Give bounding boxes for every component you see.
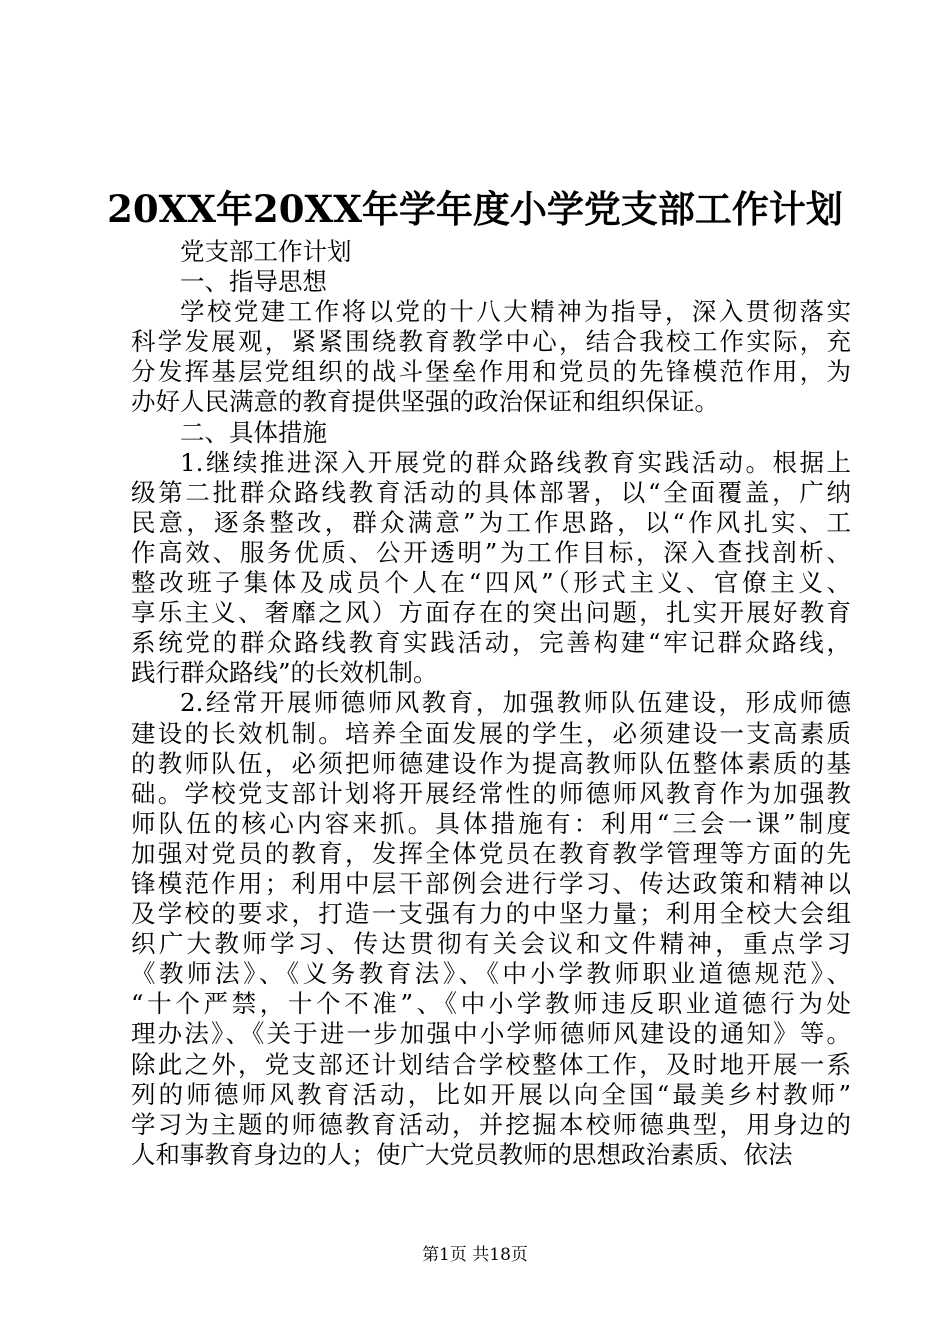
paragraph-line: 享乐主义、奢靡之风）方面存在的突出问题，扎实开展好教育 xyxy=(131,598,851,628)
paragraph-line: 理办法》、《关于进一步加强中小学师德师风建设的通知》等。 xyxy=(131,1019,851,1049)
paragraph-line: 2.经常开展师德师风教育，加强教师队伍建设，形成师德 xyxy=(180,688,851,718)
paragraph-line: 织广大教师学习、传达贯彻有关会议和文件精神，重点学习 xyxy=(131,929,851,959)
paragraph xyxy=(131,418,851,448)
paragraph-line: 锋模范作用；利用中层干部例会进行学习、传达政策和精神以 xyxy=(131,868,851,898)
paragraph xyxy=(131,688,851,1170)
paragraph-line: 作高效、服务优质、公开透明”为工作目标，深入查找剖析、 xyxy=(131,537,851,567)
paragraph xyxy=(131,237,851,267)
paragraph-line: 办好人民满意的教育提供坚强的政治保证和组织保证。 xyxy=(131,387,719,417)
paragraph xyxy=(131,267,851,297)
document-body xyxy=(131,237,851,1170)
paragraph xyxy=(131,297,851,417)
paragraph-line: 建设的长效机制。培养全面发展的学生，必须建设一支高素质 xyxy=(131,718,851,748)
document-title: 20XX年20XX年学年度小学党支部工作计划 xyxy=(107,187,843,231)
paragraph-line: 除此之外，党支部还计划结合学校整体工作，及时地开展一系 xyxy=(131,1049,851,1079)
paragraph-line: 民意，逐条整改，群众满意”为工作思路，以“作风扎实、工 xyxy=(131,507,851,537)
paragraph-line: 学校党建工作将以党的十八大精神为指导，深入贯彻落实 xyxy=(180,297,851,327)
paragraph-line: 及学校的要求，打造一支强有力的中坚力量；利用全校大会组 xyxy=(131,899,851,929)
paragraph-line: 一、指导思想 xyxy=(180,267,327,297)
paragraph-line: 级第二批群众路线教育活动的具体部署，以“全面覆盖，广纳 xyxy=(131,477,851,507)
paragraph-line: “十个严禁，十个不准”、《中小学教师违反职业道德行为处 xyxy=(131,989,851,1019)
paragraph-line: 师队伍的核心内容来抓。具体措施有：利用“三会一课”制度 xyxy=(131,808,851,838)
paragraph-line: 学习为主题的师德教育活动，并挖掘本校师德典型，用身边的 xyxy=(131,1109,851,1139)
paragraph-line: 二、具体措施 xyxy=(180,417,327,447)
paragraph-line: 的教师队伍，必须把师德建设作为提高教师队伍整体素质的基 xyxy=(131,748,851,778)
paragraph-line: 1.继续推进深入开展党的群众路线教育实践活动。根据上 xyxy=(180,447,851,477)
page-number-footer: 第1页 共18页 xyxy=(422,1245,528,1265)
paragraph-line: 科学发展观，紧紧围绕教育教学中心，结合我校工作实际，充 xyxy=(131,327,851,357)
paragraph-line: 整改班子集体及成员个人在“四风”（形式主义、官僚主义、 xyxy=(131,568,851,598)
paragraph-line: 践行群众路线”的长效机制。 xyxy=(131,658,438,688)
paragraph-line: 党支部工作计划 xyxy=(180,237,352,266)
paragraph-line: 加强对党员的教育，发挥全体党员在教育教学管理等方面的先 xyxy=(131,838,851,868)
paragraph-line: 分发挥基层党组织的战斗堡垒作用和党员的先锋模范作用，为 xyxy=(131,357,851,387)
paragraph-line: 系统党的群众路线教育实践活动，完善构建“牢记群众路线， xyxy=(131,628,851,658)
paragraph-line: 列的师德师风教育活动，比如开展以向全国“最美乡村教师” xyxy=(131,1079,851,1109)
paragraph-line: 《教师法》、《义务教育法》、《中小学教师职业道德规范》、 xyxy=(131,959,851,989)
paragraph xyxy=(131,448,851,689)
paragraph-line: 人和事教育身边的人；使广大党员教师的思想政治素质、依法 xyxy=(131,1139,793,1169)
paragraph-line: 础。学校党支部计划将开展经常性的师德师风教育作为加强教 xyxy=(131,778,851,808)
